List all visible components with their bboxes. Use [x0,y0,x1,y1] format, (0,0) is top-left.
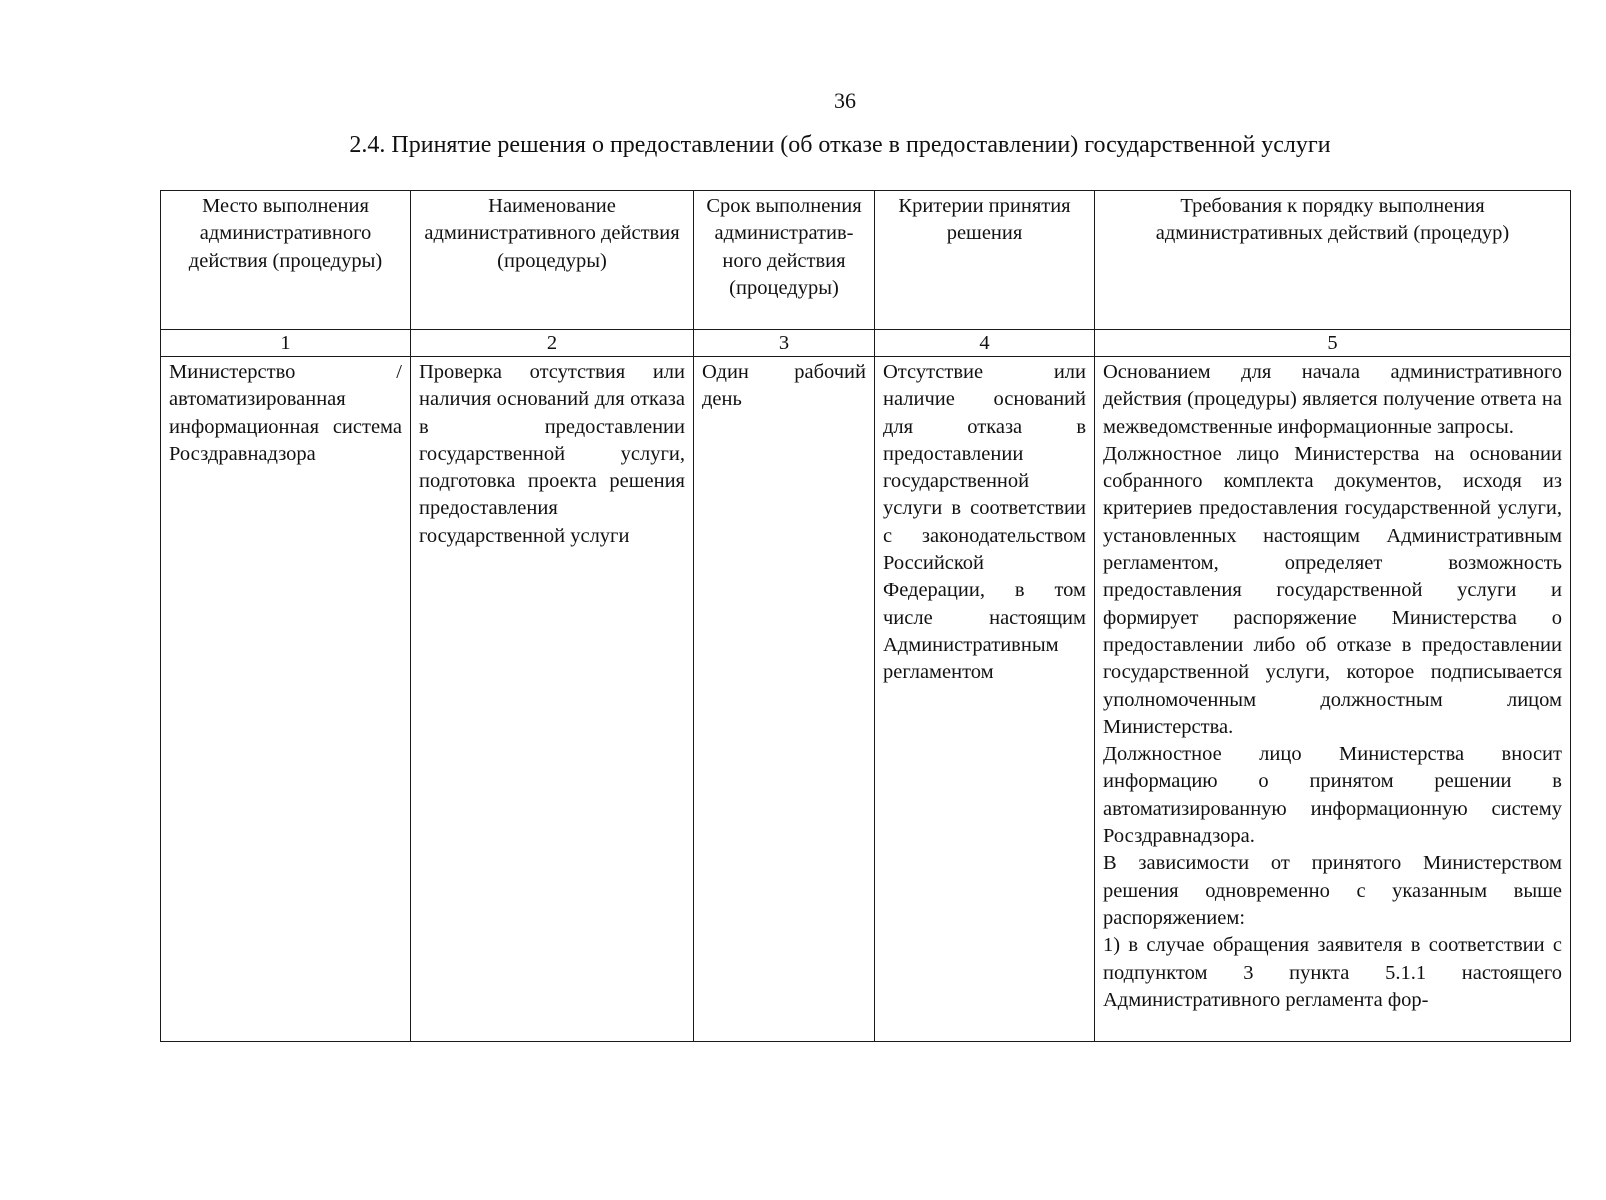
procedure-table-container [160,190,1570,1042]
requirements-paragraph: 1) в случае обращения заявителя в соответствии с подпунктом 3 пункта 5.1.1 настоящего Административного регламента фор- [1103,934,1562,1011]
section-title: 2.4. Принятие решения о предоставлении (об отказе в предоставлении) государственной услуги [349,132,1331,158]
column-number: 4 [875,330,1095,357]
cell-criteria [875,357,1095,1042]
header-requirements: Требования к порядку выполнения административных действий (процедур) [1095,191,1571,330]
header-place: Место выполнения административного действия (процедуры) [161,191,411,330]
action-text: Проверка отсутствия или наличия оснований для отказа в предоставлении государственной услуги, подготовка проекта решения предоставления государственной услуги [419,361,685,547]
requirements-paragraph: В зависимости от принятого Министерством решения одновременно с указанным выше распоряжением: [1103,852,1562,929]
page-number: 36 [834,88,856,113]
requirements-paragraph: Должностное лицо Министерства вносит информацию о принятом решении в автоматизированную информационную систему Росздравнадзора. [1103,743,1562,848]
place-text: Министерство / автоматизированная информационная система Росздравнадзора [169,361,402,465]
requirements-paragraph: Должностное лицо Министерства на основании собранного комплекта документов, исходя из критериев предоставления государственной услуги, установленных настоящим Административным регламентом, определяет возможность предоставления государственной услуги и формирует распоряжение Министерства о предоставлении либо об отказе в предоставлении государственной услуги, которое подписывается уполномоченным должностным лицом Министерства. [1103,442,1562,738]
header-term: Срок выполнения административ-ного действия (процедуры) [694,191,875,330]
column-number-row [161,330,1571,357]
cell-requirements [1095,357,1571,1042]
criteria-text: Отсутствие или наличие оснований для отказа в предоставлении государственной услуги в соответствии с законодательством Российской Федерации, в том числе настоящим Административным регламентом [883,361,1086,684]
column-number: 3 [694,330,875,357]
procedure-table [160,190,1571,1042]
cell-place [161,357,411,1042]
cell-action [411,357,694,1042]
cell-term [694,357,875,1042]
column-number: 5 [1095,330,1571,357]
header-criteria: Критерии принятия решения [875,191,1095,330]
table-header-row [161,191,1571,330]
requirements-paragraph: Основанием для начала административного действия (процедуры) является получение ответа на межведомственные информационные запросы. [1103,361,1562,438]
header-action: Наименование административного действия (процедуры) [411,191,694,330]
table-row [161,357,1571,1042]
column-number: 2 [411,330,694,357]
term-text: Один рабочий день [702,361,866,411]
column-number: 1 [161,330,411,357]
